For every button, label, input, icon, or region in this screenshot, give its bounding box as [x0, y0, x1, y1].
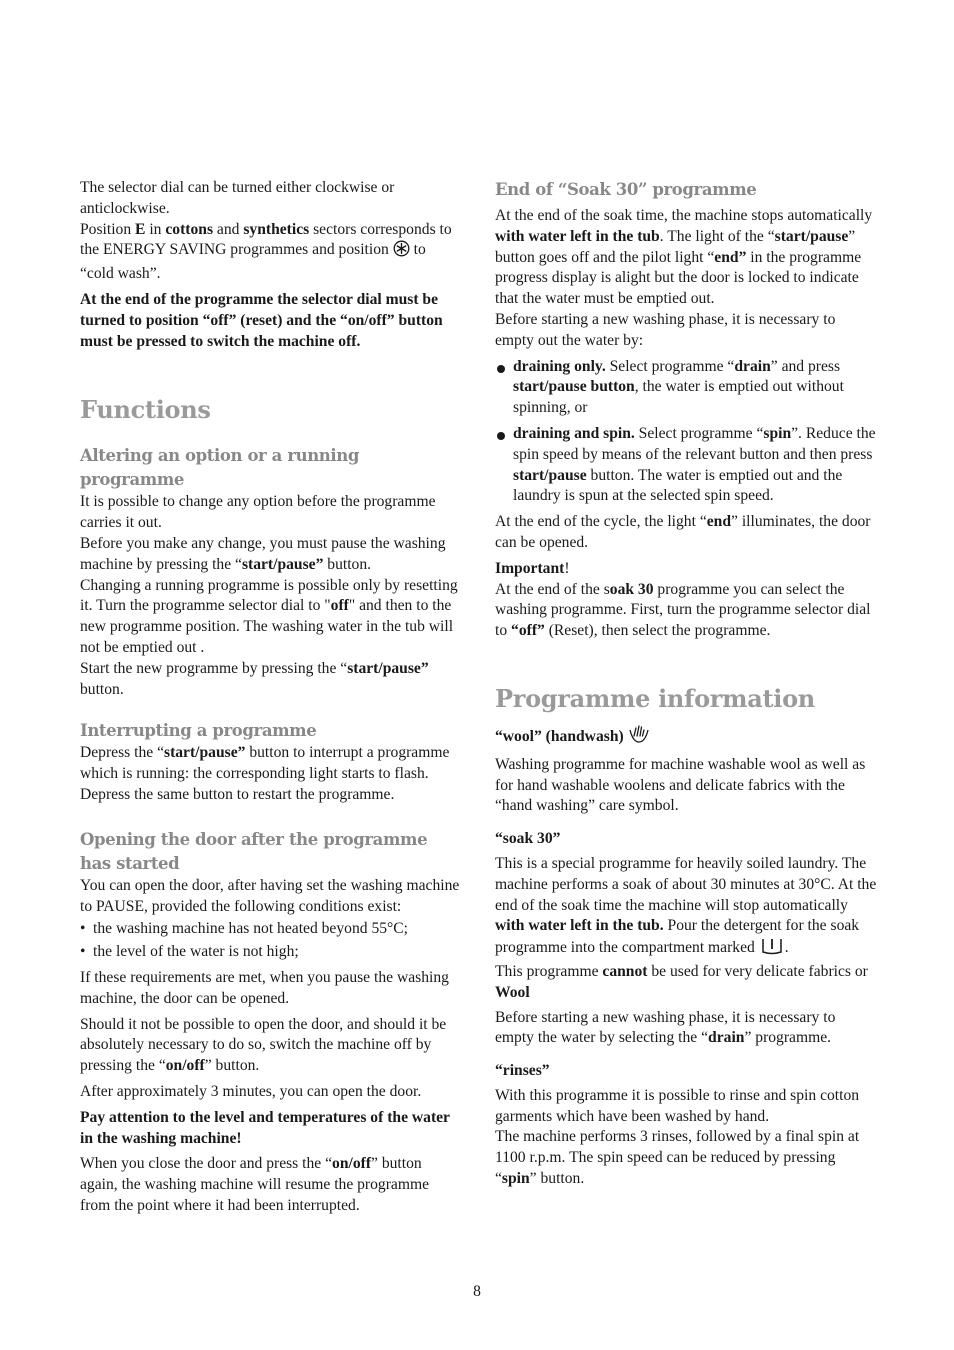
- conditions-list: [80, 919, 462, 963]
- soak-end-p4: At the end of the soak 30 programme you can select the washing programme. First, turn the programme selector dial to “off” (Reset), then select the programme.: [495, 580, 871, 640]
- list-item: • the level of the water is not high;: [80, 942, 462, 963]
- soak-end-p1: At the end of the soak time, the machine stops automatically with water left in the tub. The light of the “start/pause” button goes off and the pilot light “end” in the programme progress display is alight but the door is locked to indicate that the water must be emptied out.: [495, 207, 873, 308]
- intro-warning: At the end of the programme the selector dial must be turned to position “off” (reset) and the “on/off” button must be pressed to switch the machine off.: [80, 290, 443, 350]
- soak30-p2: This programme cannot be used for very delicate fabrics or Wool: [495, 962, 868, 1001]
- interrupting-p2: Depress the same button to restart the programme.: [80, 785, 395, 803]
- page-number: 8: [473, 1283, 481, 1300]
- wool-title: “wool” (handwash): [495, 724, 877, 751]
- opening-p1: You can open the door, after having set the washing machine to PAUSE, provided the following conditions exist:: [80, 876, 460, 915]
- altering-p1: It is possible to change any option before the programme carries it out.: [80, 493, 436, 532]
- opening-p3: Should it not be possible to open the door, and should it be absolutely necessary to do so, switch the machine off by pressing the “on/off” button.: [80, 1015, 447, 1075]
- rinses-p2: The machine performs 3 rinses, followed by a final spin at 1100 r.p.m. The spin speed can be reduced by pressing “spin” button.: [495, 1128, 860, 1188]
- programme-info-title: Programme information: [495, 683, 815, 713]
- rinses-title: “rinses”: [495, 1062, 550, 1080]
- soak30-p3: Before starting a new washing phase, it is necessary to empty the water by selecting the “drain” programme.: [495, 1008, 836, 1047]
- soak30-title: “soak 30”: [495, 830, 561, 848]
- position-paragraph: Position E in cottons and synthetics sectors corresponds to the ENERGY SAVING programmes and position to “cold wash”.: [80, 220, 452, 283]
- hand-wash-icon: [628, 724, 650, 751]
- compartment-I-icon: [759, 937, 785, 962]
- altering-p4: Start the new programme by pressing the “start/pause” button.: [80, 659, 429, 698]
- altering-p3: Changing a running programme is possible only by resetting it. Turn the programme selector dial to "off" and then to the new programme position. The washing water in the tub will not be emptied out .: [80, 576, 458, 656]
- functions-title: Functions: [80, 395, 211, 425]
- list-item: draining only. Select programme “drain” and press start/pause button, the water is emptied out without spinning, or: [495, 357, 877, 419]
- snowflake-icon: [393, 240, 410, 264]
- opening-title: Opening the door after the programme has started: [80, 829, 428, 873]
- interrupting-p1: Depress the “start/pause” button to interrupt a programme which is running: the corresponding light starts to flash.: [80, 744, 450, 783]
- rinses-p1: With this programme it is possible to rinse and spin cotton garments which have been washed by hand.: [495, 1086, 860, 1125]
- soak-end-title: End of “Soak 30” programme: [495, 180, 757, 199]
- wool-p1: Washing programme for machine washable wool as well as for hand washable woolens and delicate fabrics with the “hand washing” care symbol.: [495, 755, 866, 815]
- opening-warning: Pay attention to the level and temperatures of the water in the washing machine!: [80, 1108, 450, 1147]
- list-item: • the washing machine has not heated beyond 55°C;: [80, 919, 462, 940]
- opening-p5: When you close the door and press the “on/off” button again, the washing machine will resume the programme from the point where it had been interrupted.: [80, 1155, 430, 1214]
- soak30-p1: This is a special programme for heavily soiled laundry. The machine performs a soak of about 30 minutes at 30°C. At the end of the soak time the machine will stop automatically with water left in the tub. Pour the detergent for the soak programme into the compartment marked .: [495, 854, 877, 962]
- altering-p2: Before you make any change, you must pause the washing machine by pressing the “start/pause” button.: [80, 534, 446, 573]
- list-item: draining and spin. Select programme “spin”. Reduce the spin speed by means of the relevant button and then press start/pause button. The water is emptied out and the laundry is spun at the selected spin speed.: [495, 424, 877, 507]
- important-label: Important!: [495, 559, 570, 577]
- opening-p4: After approximately 3 minutes, you can open the door.: [80, 1082, 422, 1100]
- left-column: [80, 178, 462, 1217]
- intro-paragraph: The selector dial can be turned either clockwise or anticlockwise.: [80, 179, 395, 217]
- soak-end-p3: At the end of the cycle, the light “end” illuminates, the door can be opened.: [495, 513, 871, 551]
- right-column: [495, 178, 877, 1190]
- drain-options-list: [495, 357, 877, 508]
- altering-title: Altering an option or a running programme: [80, 446, 360, 490]
- opening-p2: If these requirements are met, when you pause the washing machine, the door can be opened.: [80, 968, 449, 1007]
- soak-end-p2: Before starting a new washing phase, it is necessary to empty out the water by:: [495, 310, 836, 349]
- interrupting-title: Interrupting a programme: [80, 721, 317, 741]
